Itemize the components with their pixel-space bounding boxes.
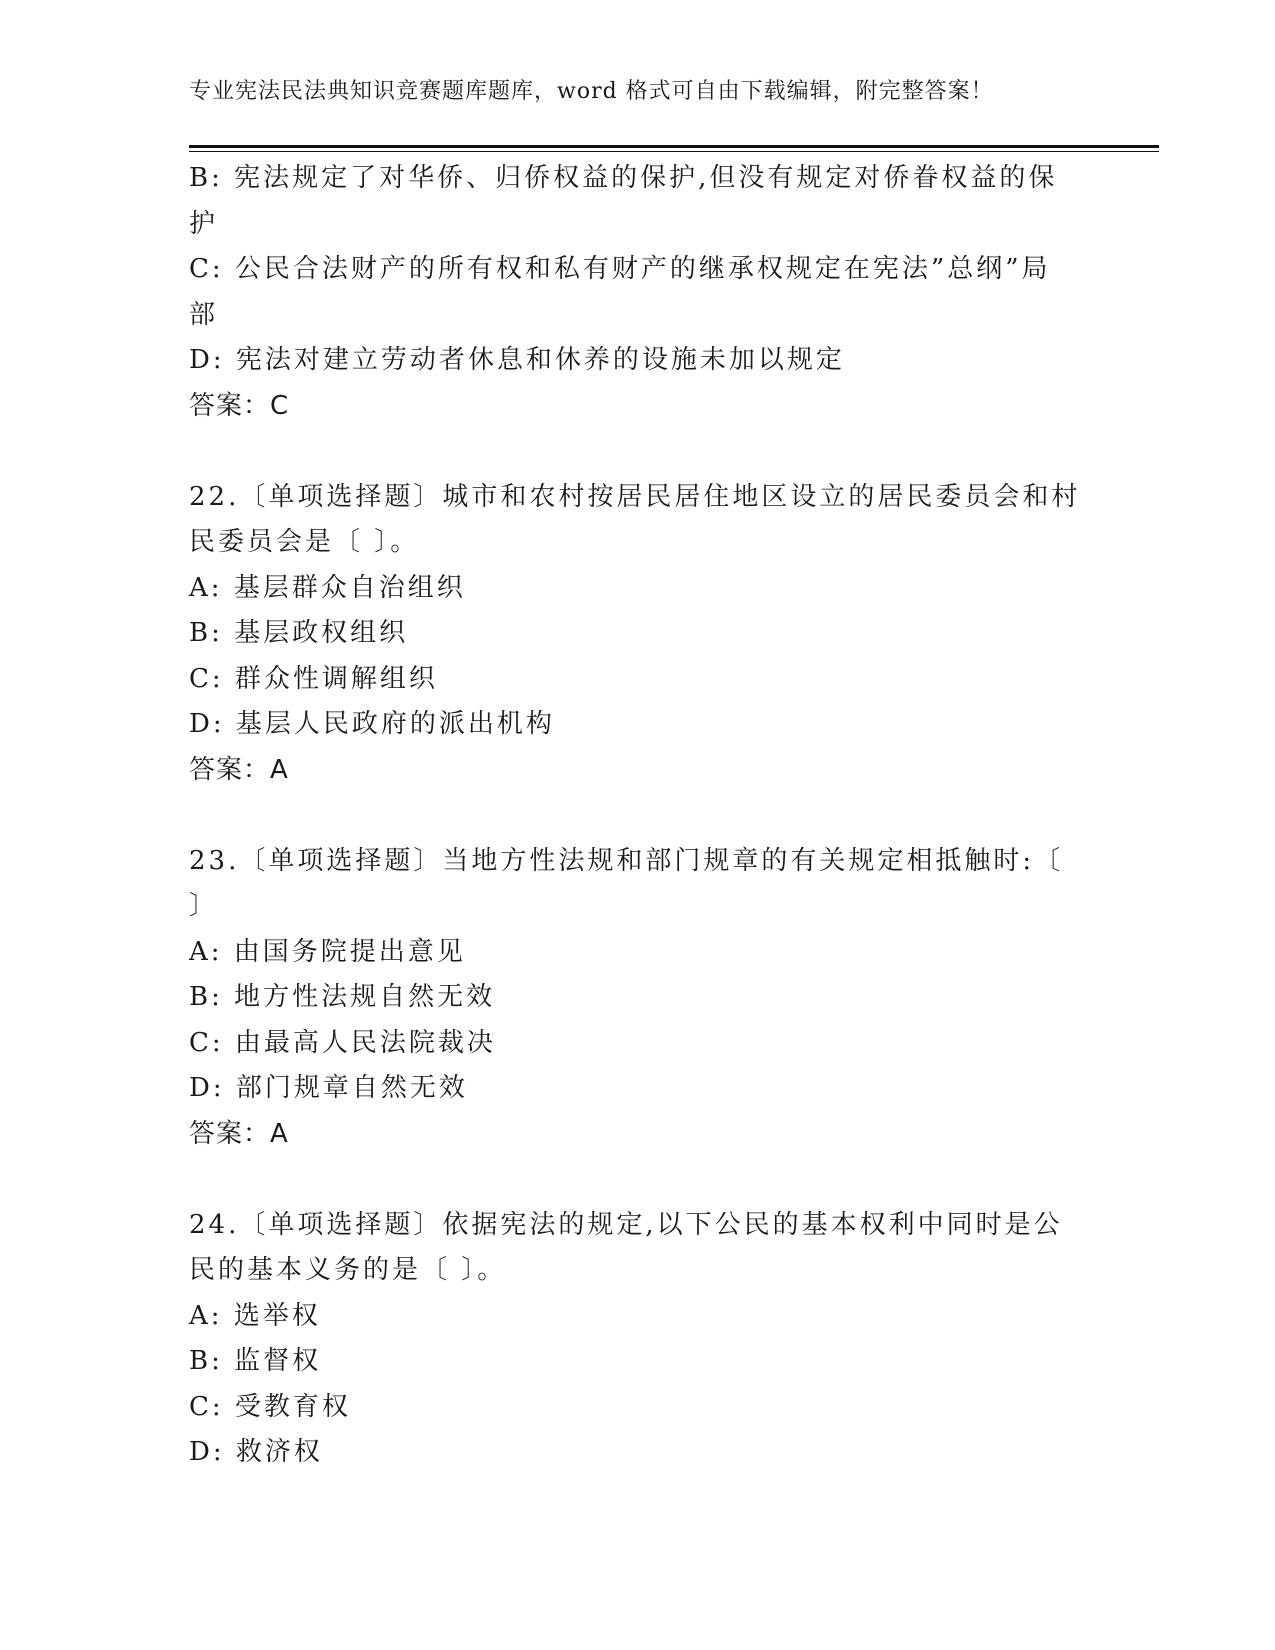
- spacer: [189, 793, 1089, 839]
- q23-stem-line1: 23.〔单项选择题〕当地方性法规和部门规章的有关规定相抵触时:〔: [189, 845, 1064, 876]
- question-23: [189, 839, 1089, 1158]
- q21-option-b-line2: 护: [189, 208, 219, 239]
- header-rule-thick: [189, 145, 1159, 148]
- question-21-tail: [189, 156, 1089, 429]
- q22-option-b: B: 基层政权组织: [189, 618, 409, 648]
- q23-option-c: C: 由最高人民法院裁决: [189, 1027, 496, 1058]
- question-22: [189, 475, 1089, 794]
- q22-option-d: D: 基层人民政府的派出机构: [189, 709, 555, 739]
- q22-stem-line1: 22.〔单项选择题〕城市和农村按居民居住地区设立的居民委员会和村: [189, 481, 1081, 512]
- q24-option-d: D: 救济权: [189, 1437, 323, 1467]
- header-rule-thin: [189, 151, 1159, 152]
- spacer: [189, 429, 1089, 475]
- q23-answer: 答案：A: [189, 1118, 289, 1149]
- q23-option-b: B: 地方性法规自然无效: [189, 982, 496, 1012]
- q21-option-d: D: 宪法对建立劳动者休息和休养的设施未加以规定: [189, 345, 845, 375]
- q21-option-c-line2: 部: [189, 299, 219, 330]
- q24-option-b: B: 监督权: [189, 1346, 322, 1376]
- q24-stem-line2: 民的基本义务的是〔 〕。: [189, 1255, 507, 1285]
- spacer: [189, 1157, 1089, 1203]
- question-24: [189, 1203, 1089, 1476]
- q22-answer: 答案：A: [189, 754, 289, 785]
- q21-option-c-line1: C: 公民合法财产的所有权和私有财产的继承权规定在宪法”总纲”局: [189, 254, 1051, 284]
- q22-option-c: C: 群众性调解组织: [189, 663, 438, 694]
- q23-option-a: A: 由国务院提出意见: [189, 936, 466, 967]
- q23-option-d: D: 部门规章自然无效: [189, 1073, 468, 1103]
- document-body: [189, 156, 1089, 1476]
- q21-answer: 答案：C: [189, 390, 290, 421]
- q24-option-c: C: 受教育权: [189, 1391, 351, 1422]
- q22-stem-line2: 民委员会是〔 〕。: [189, 527, 420, 557]
- q24-stem-line1: 24.〔单项选择题〕依据宪法的规定,以下公民的基本权利中同时是公: [189, 1209, 1063, 1240]
- q21-option-b-line1: B: 宪法规定了对华侨、归侨权益的保护,但没有规定对侨眷权益的保: [189, 163, 1058, 193]
- page-header: 专业宪法民法典知识竞赛题库题库，word 格式可自由下载编辑，附完整答案！: [189, 79, 994, 104]
- q22-option-a: A: 基层群众自治组织: [189, 572, 466, 603]
- q23-stem-line2: 〕: [189, 891, 219, 921]
- q24-option-a: A: 选举权: [189, 1300, 321, 1331]
